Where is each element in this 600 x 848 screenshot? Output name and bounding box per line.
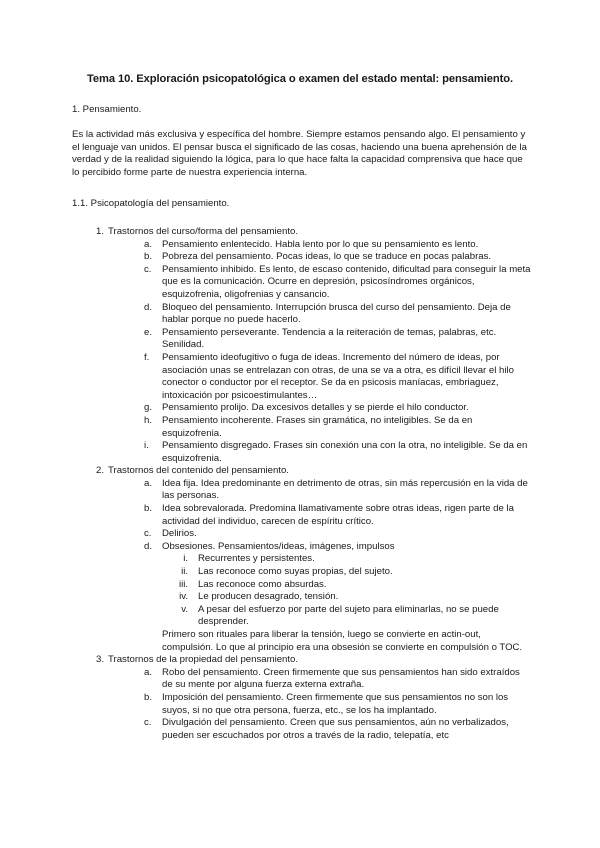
item-text: Pensamiento perseverante. Tendencia a la reiteración de temas, palabras, etc. Senilidad. [162, 326, 497, 351]
list-item [90, 251, 532, 264]
item-text: Idea fija. Idea predominante en detrimento de otras, sin más repercusión en la vida de las personas. [162, 477, 528, 502]
criteria-text: Las reconoce como absurdas. [198, 578, 327, 590]
item-letter: a. [144, 238, 153, 250]
item-text: Pobreza del pensamiento. Pocas ideas, lo que se traduce en pocas palabras. [162, 251, 492, 263]
criteria-item [162, 566, 532, 579]
disorder-group [72, 226, 532, 465]
group-heading: Trastornos de la propiedad del pensamiento. [108, 654, 299, 666]
item-letter: d. [144, 540, 153, 552]
item-text: Pensamiento ideofugitivo o fuga de ideas. Incremento del número de ideas, por asociación unas se entrelazan con otras, de una se va a otra, es difícil llevar el hilo conector o conductor por el receptor. Se da en psicosis maníacas, embriaguez, intoxicación por psicoestimulantes… [162, 351, 514, 401]
item-letter: c. [144, 717, 152, 729]
list-item [90, 264, 532, 302]
item-letter: h. [144, 414, 153, 426]
roman-numeral: v. [181, 603, 188, 615]
disorder-sublist [90, 239, 532, 466]
item-text: Delirios. [162, 528, 197, 540]
criteria-text: Las reconoce como suyas propias, del sujeto. [198, 566, 393, 578]
list-item [90, 541, 532, 629]
item-text: Pensamiento inhibido. Es lento, de escaso contenido, dificultad para conseguir la meta que es la comunicación. Ocurre en depresión, psicosíndromes orgánicos, esquizofrenia, oligofrenias y cansancio. [162, 263, 531, 300]
item-letter: b. [144, 503, 153, 515]
item-text: Idea sobrevalorada. Predomina llamativamente sobre otras ideas, rigen parte de la actividad del individuo, carecen de espíritu crítico. [162, 503, 514, 527]
criteria-item [162, 553, 532, 566]
item-letter: c. [144, 263, 152, 275]
item-letter: i. [144, 440, 149, 452]
item-text: Pensamiento disgregado. Frases sin conexión una con la otra, no inteligible. Se da en esquizofrenia. [162, 440, 528, 464]
list-item [90, 440, 532, 465]
roman-numeral: iii. [178, 578, 188, 590]
section-heading-pensamiento: 1. Pensamiento. [72, 104, 142, 115]
list-item [90, 503, 532, 528]
criteria-item [162, 579, 532, 592]
criteria-text: Recurrentes y persistentes. [198, 553, 315, 565]
group-number: 2. [95, 465, 104, 477]
disorder-group [72, 465, 532, 654]
obsession-note: Primero son rituales para liberar la tensión, luego se convierte en actin-out, compulsión. Lo que al principio era una obsesión se convierte en compulsión o TOC. [162, 629, 523, 653]
disorder-sublist [90, 478, 532, 629]
intro-paragraph: Es la actividad más exclusiva y específica del hombre. Siempre estamos pensando algo. El pensamiento y el lenguaje van unidos. El pensar busca el significado de las cosas, haciendo una buena aprehensión de la verdad y de la realidad siguiendo la lógica, para lo que hace falta la capacidad comprensiva que hace que lo percibido forme parte de nuestra experiencia interna. [72, 129, 527, 178]
roman-numeral: ii. [181, 566, 188, 578]
item-text: Robo del pensamiento. Creen firmemente que sus pensamientos han sido extraídos de su mente por alguna fuerza externa extraña. [162, 666, 520, 691]
roman-numeral: iv. [179, 591, 188, 603]
list-item [90, 478, 532, 503]
item-text: Pensamiento enlentecido. Habla lento por lo que su pensamiento es lento. [162, 238, 479, 250]
list-item [90, 528, 532, 541]
criteria-item [162, 604, 532, 629]
list-item [90, 302, 532, 327]
disorder-sublist [90, 667, 532, 743]
criteria-item [162, 591, 532, 604]
item-letter: b. [144, 251, 153, 263]
list-item [90, 239, 532, 252]
list-item [90, 717, 532, 742]
obsession-criteria-list [162, 553, 532, 629]
disorder-list [72, 226, 532, 742]
item-text: Pensamiento prolijo. Da excesivos detalles y se pierde el hilo conductor. [162, 402, 469, 414]
group-heading: Trastornos del contenido del pensamiento. [108, 465, 289, 477]
item-letter: b. [144, 691, 153, 703]
group-number: 1. [95, 226, 104, 237]
item-letter: c. [144, 528, 152, 540]
criteria-text: A pesar del esfuerzo por parte del sujeto para eliminarlas, no se puede desprender. [198, 603, 499, 628]
document-title: Tema 10. Exploración psicopatológica o examen del estado mental: pensamiento. [86, 73, 514, 85]
section-heading-psicopatologia: 1.1. Psicopatología del pensamiento. [72, 198, 230, 209]
roman-numeral: i. [183, 553, 188, 565]
item-letter: e. [144, 326, 153, 338]
item-text: Pensamiento incoherente. Frases sin gramática, no inteligibles. Se da en esquizofrenia. [162, 414, 473, 439]
group-heading: Trastornos del curso/forma del pensamiento. [108, 226, 299, 237]
criteria-text: Le producen desagrado, tensión. [198, 591, 339, 603]
item-text: Imposición del pensamiento. Creen firmemente que sus pensamientos no son los suyos, si no que otra persona, fuerza, etc., se los ha implantado. [162, 691, 509, 716]
item-letter: f. [144, 351, 150, 363]
item-letter: a. [144, 666, 153, 678]
disorder-group [72, 654, 532, 742]
list-item [90, 692, 532, 717]
list-item [90, 415, 532, 440]
item-text: Bloqueo del pensamiento. Interrupción brusca del curso del pensamiento. Deja de hablar porque no puede hacerlo. [162, 301, 511, 326]
item-letter: d. [144, 301, 153, 313]
list-item [90, 667, 532, 692]
list-item [90, 327, 532, 352]
group-number: 3. [95, 654, 104, 666]
list-item [90, 352, 532, 402]
item-text: Divulgación del pensamiento. Creen que sus pensamientos, aún no verbalizados, pueden ser escuchados por otros a través de la radio, telepatía, etc [162, 717, 509, 741]
item-text: Obsesiones. Pensamientos/ideas, imágenes, impulsos [162, 540, 395, 552]
item-letter: a. [144, 477, 153, 489]
list-item [90, 402, 532, 415]
item-letter: g. [144, 402, 153, 414]
